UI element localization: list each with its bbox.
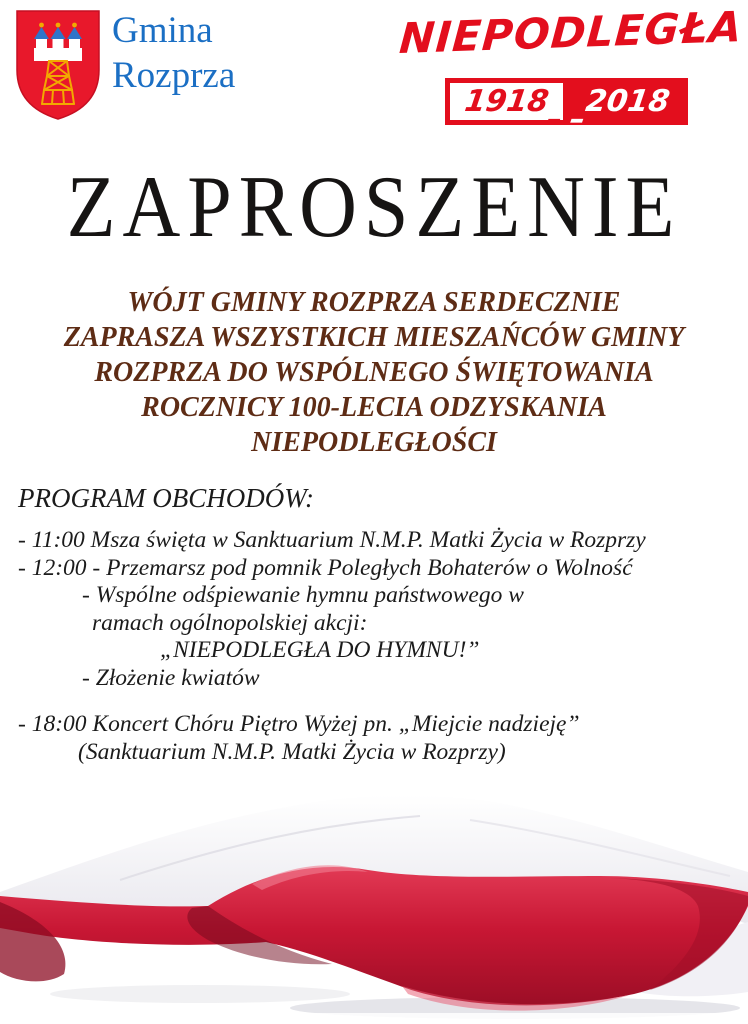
years-separator: – xyxy=(567,101,588,137)
program-section xyxy=(18,483,732,766)
year-end: 2018 xyxy=(583,84,673,119)
program-item: (Sanktuarium N.M.P. Matki Życia w Rozprzy) xyxy=(78,738,506,765)
poster-title: ZAPROSZENIE xyxy=(66,159,682,256)
year-start-box xyxy=(445,78,568,137)
program-heading: PROGRAM OBCHODÓW: xyxy=(18,483,314,513)
program-item: - 11:00 Msza święta w Sanktuarium N.M.P. Matki Życia w Rozprzy xyxy=(18,527,646,553)
municipality-name-line2: Rozprza xyxy=(112,55,236,96)
invitation-line: ROZPRZA DO WSPÓLNEGO ŚWIĘTOWANIA xyxy=(94,357,654,388)
invitation-line: ROCZNICY 100-LECIA ODZYSKANIA xyxy=(141,392,607,423)
niepodlegla-logo xyxy=(397,2,745,63)
polish-flag-image xyxy=(0,784,748,1024)
municipality-name-line1: Gmina xyxy=(112,10,213,51)
years-separator: – xyxy=(544,101,565,137)
program-item: „NIEPODLEGŁA DO HYMNU!” xyxy=(160,637,480,663)
municipality-name xyxy=(112,8,235,98)
niepodlegla-wordmark: NIEPODLEGŁA xyxy=(397,2,745,63)
year-end-box xyxy=(567,78,688,137)
invitation-line: NIEPODLEGŁOŚCI xyxy=(251,427,497,458)
invitation-text xyxy=(40,285,708,460)
year-start: 1918 xyxy=(462,84,551,119)
program-item: ramach ogólnopolskiej akcji: xyxy=(92,609,368,636)
years-banner xyxy=(445,78,688,137)
program-item: - 18:00 Koncert Chóru Piętro Wyżej pn. „Miejcie nadzieję” xyxy=(18,711,580,737)
program-item: - Złożenie kwiatów xyxy=(82,664,260,691)
invitation-line: WÓJT GMINY ROZPRZA SERDECZNIE xyxy=(127,287,621,318)
rozprza-coat-of-arms-icon xyxy=(13,8,103,127)
program-item: - 12:00 - Przemarsz pod pomnik Poległych Bohaterów o Wolność xyxy=(18,554,633,581)
invitation-line: ZAPRASZA WSZYSTKICH MIESZAŃCÓW GMINY xyxy=(63,322,685,353)
program-item: - Wspólne odśpiewanie hymnu państwowego w xyxy=(82,582,524,608)
